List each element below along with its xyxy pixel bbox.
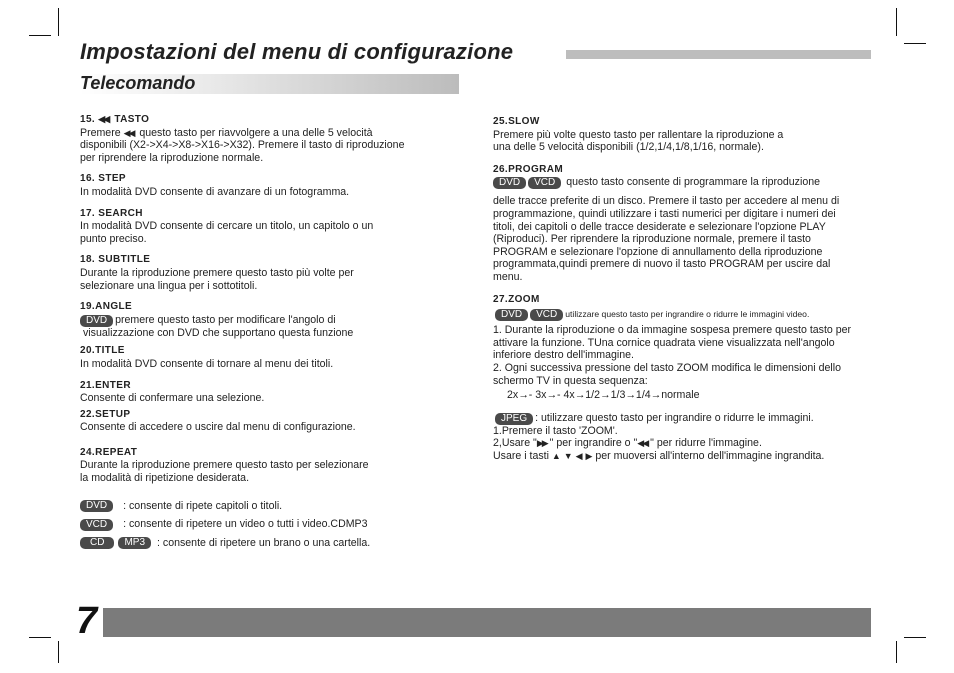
rewind-icon: ◀◀ [123,127,134,138]
section-16-body: In modalità DVD consente di avanzare di un fotogramma. [80,185,350,198]
section-21-heading: 21.ENTER [80,379,131,391]
section-15 [80,113,475,164]
section-26-heading: 26.PROGRAM [493,163,564,175]
crop-mark [904,43,926,44]
dvd-badge: DVD [495,309,528,321]
section-22-body: Consente di accedere o uscire dal menu di configurazione. [80,421,356,434]
vcd-badge: VCD [530,309,563,321]
section-18-body: Durante la riproduzione premere questo tasto più volte per [80,266,354,279]
section-26-inline: questo tasto consente di programmare la riproduzione [563,176,820,189]
section-15-number: 15. [80,114,96,125]
cd-badge: CD [80,537,114,549]
dvd-badge: DVD [80,315,113,327]
dvd-badge: DVD [80,500,113,512]
section-15-body2: disponibili (X2->X4->X8->X16->X32). Premere il tasto di riproduzione [80,139,405,152]
rewind-icon: ◀◀ [637,438,648,449]
crop-mark [29,35,51,36]
section-15-title: TASTO [114,114,150,125]
section-25-heading: 25.SLOW [493,116,540,127]
repeat-line [80,500,475,513]
zoom-step-1: 1. Durante la riproduzione o da immagine sospesa premere questo tasto per attivare la funzione. TUna cornice quadrata viene visualizzata nell'angolo inferiore destro dell'immagine. [493,324,852,362]
section-24-heading: 24.REPEAT [80,446,138,458]
zoom-step-2: 2. Ogni successiva pressione del tasto ZOOM modifica le dimensioni dello schermo TV in questa sequenza: [493,361,841,387]
section-15-body3: per riprendere la riproduzione normale. [80,151,264,164]
repeat-line-text: : consente di ripetere un video o tutti i video.CDMP3 [123,518,368,531]
section-25-body: Premere più volte questo tasto per rallentare la riproduzione a [493,128,784,141]
arrow-up-icon: ▲ [551,450,561,461]
jpeg-step-3-pre: Usare i tasti [493,449,549,462]
section-16 [80,173,475,198]
section-21-body: Consente di confermare una selezione. [80,392,265,405]
vcd-badge: VCD [80,519,113,531]
jpeg-badge: JPEG [495,413,533,425]
section-19 [80,301,475,339]
section-26-paragraph: delle tracce preferite di un disco. Premere il tasto per accedere al menu di programmazione, quindi utilizzare i tasti numerici per digitare i numeri dei titoli, dei capitoli o delle tracce desiderate e selezionare l'opzione PLAY (Riproduci). Per riprendere la riproduzione normale, premere il tasto PROGRAM e selezionare l'opzione di annullamento della riproduzione programmata,quindi premere di nuovo il tasto PROGRAM per uscire dal menu. [493,195,840,283]
jpeg-step-2-post: " per ridurre l'immagine. [650,437,762,450]
section-25-body2: una delle 5 velocità disponibili (1/2,1/4,1/8,1/16, normale). [493,141,764,154]
section-16-heading: 16. STEP [80,173,126,185]
section-20-body: In modalità DVD consente di tornare al menu dei titoli. [80,357,334,370]
repeat-line-text: : consente di ripete capitoli o titoli. [123,499,283,512]
page-title: Impostazioni del menu di configurazione [80,39,514,64]
arrow-down-icon: ▼ [563,450,573,461]
section-21 [80,380,475,405]
footer-bar [103,608,871,637]
section-27 [493,294,873,463]
arrow-left-icon: ◀ [575,450,583,461]
left-column [80,113,475,558]
repeat-line-text: : consente di ripetere un brano o una cartella. [157,536,371,549]
section-22-heading: 22.SETUP [80,408,131,420]
repeat-line [80,518,475,531]
crop-mark [896,641,897,663]
section-19-heading: 19.ANGLE [80,301,133,313]
section-17-body: In modalità DVD consente di cercare un titolo, un capitolo o un [80,220,374,233]
section-27-inline: utilizzare questo tasto per ingrandire o ridurre le immagini video. [565,309,810,320]
section-18 [80,254,475,292]
arrow-right-icon: ▶ [585,450,593,461]
fast-forward-icon: ▶▶ [536,438,547,449]
section-24 [80,447,475,550]
right-column [493,116,873,471]
vcd-badge: VCD [528,177,561,189]
section-subtitle: Telecomando [80,73,196,93]
repeat-line [80,537,475,550]
section-24-body2: la modalità di ripetizione desiderata. [80,472,250,485]
rewind-icon: ◀◀ [98,114,109,124]
section-24-body: Durante la riproduzione premere questo tasto per selezionare [80,459,369,472]
jpeg-text: : utilizzare questo tasto per ingrandire o ridurre le immagini. [535,411,814,424]
section-22 [80,409,475,434]
section-27-heading: 27.ZOOM [493,293,540,305]
section-18-heading: 18. SUBTITLE [80,254,151,266]
jpeg-step-2-mid: " per ingrandire o " [549,437,638,450]
jpeg-step-2-pre: 2,Usare " [493,437,537,450]
section-20-heading: 20.TITLE [80,345,125,357]
jpeg-step-3-post: per muoversi all'interno dell'immagine ingrandita. [595,449,825,462]
jpeg-step-1: 1.Premere il tasto 'ZOOM'. [493,424,618,437]
page-number: 7 [76,600,98,642]
section-18-body2: selezionare una lingua per i sottotitoli. [80,279,258,292]
crop-mark [896,8,897,36]
zoom-sequence: 2x→- 3x→- 4x→1/2→1/3→1/4→normale [507,389,700,402]
title-rule [566,50,871,59]
crop-mark [58,641,59,663]
section-25 [493,116,873,154]
mp3-badge: MP3 [118,537,151,549]
dvd-badge: DVD [493,177,526,189]
section-15-body-post: questo tasto per riavvolgere a una delle 5 velocità [136,126,373,139]
crop-mark [29,637,51,638]
section-26 [493,164,873,284]
crop-mark [58,8,59,36]
section-19-body2: visualizzazione con DVD che supportano questa funzione [83,326,354,339]
crop-mark [904,637,926,638]
section-17-heading: 17. SEARCH [80,207,143,219]
section-19-body: premere questo tasto per modificare l'angolo di [115,313,336,326]
section-15-body-pre: Premere [80,126,121,139]
section-20 [80,345,475,370]
section-17-body2: punto preciso. [80,232,147,245]
section-17 [80,208,475,246]
